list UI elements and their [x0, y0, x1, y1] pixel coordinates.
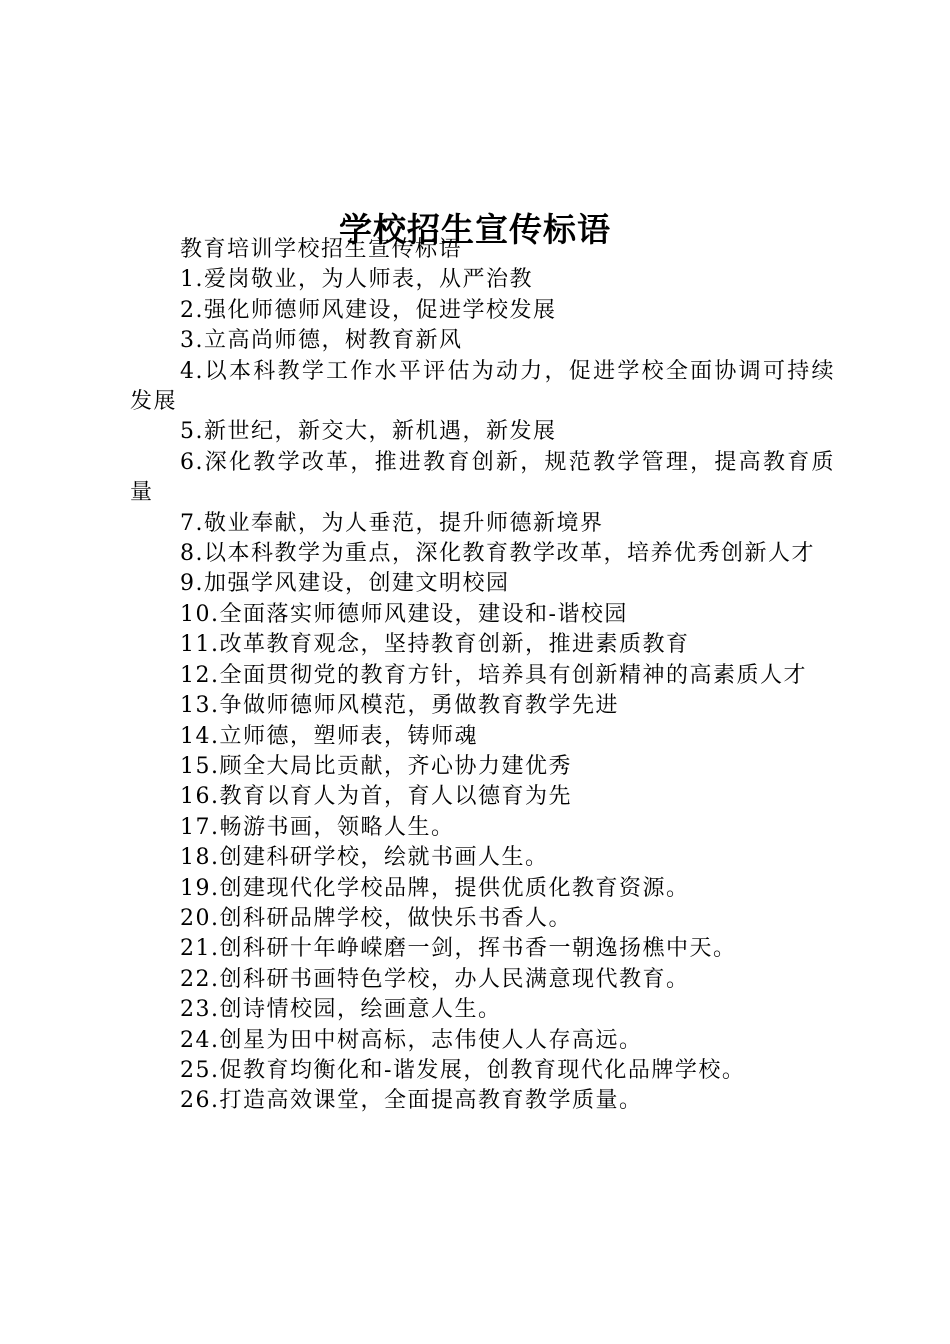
slogan-item-23: 23.创诗情校园，绘画意人生。 [180, 997, 502, 1023]
slogan-item-4: 4.以本科教学工作水平评估为动力，促进学校全面协调可持续发展 [130, 358, 835, 415]
slogan-item-21: 21.创科研十年峥嵘磨一剑，挥书香一朝逸扬樵中天。 [180, 936, 737, 962]
slogan-item-22: 22.创科研书画特色学校，办人民满意现代教育。 [180, 966, 690, 992]
slogan-item-24: 24.创星为田中树高标，志伟使人人存高远。 [180, 1027, 643, 1053]
slogan-item-14: 14.立师德，塑师表，铸师魂 [180, 723, 478, 749]
slogan-item-18: 18.创建科研学校，绘就书画人生。 [180, 845, 549, 871]
document-body [130, 235, 835, 1117]
slogan-item-19: 19.创建现代化学校品牌，提供优质化教育资源。 [180, 875, 690, 901]
slogan-item-15: 15.顾全大局比贡献，齐心协力建优秀 [180, 753, 572, 779]
slogan-item-8: 8.以本科教学为重点，深化教育教学改革，培养优秀创新人才 [180, 541, 815, 567]
slogan-item-5: 5.新世纪，新交大，新机遇，新发展 [180, 419, 557, 445]
slogan-item-25: 25.促教育均衡化和-谐发展，创教育现代化品牌学校。 [180, 1057, 746, 1083]
slogan-item-26: 26.打造高效课堂，全面提高教育教学质量。 [180, 1088, 643, 1114]
slogan-item-16: 16.教育以育人为首，育人以德育为先 [180, 784, 572, 810]
slogan-item-7: 7.敬业奉献，为人垂范，提升师德新境界 [180, 510, 604, 536]
slogan-item-6: 6.深化教学改革，推进教育创新，规范教学管理，提高教育质量 [130, 449, 835, 506]
slogan-item-17: 17.畅游书画，领略人生。 [180, 814, 455, 840]
document-title: 学校招生宣传标语 [339, 210, 611, 250]
slogan-item-9: 9.加强学风建设，创建文明校园 [180, 571, 510, 597]
slogan-item-12: 12.全面贯彻党的教育方针，培养具有创新精神的高素质人才 [180, 662, 807, 688]
slogan-item-10: 10.全面落实师德师风建设，建设和-谐校园 [180, 601, 628, 627]
slogan-item-11: 11.改革教育观念，坚持教育创新，推进素质教育 [180, 632, 690, 658]
slogan-item-20: 20.创科研品牌学校，做快乐书香人。 [180, 905, 572, 931]
slogan-item-13: 13.争做师德师风模范，勇做教育教学先进 [180, 693, 619, 719]
slogan-item-1: 1.爱岗敬业，为人师表，从严治教 [180, 267, 533, 293]
document-subtitle: 教育培训学校招生宣传标语 [180, 237, 463, 262]
slogan-item-2: 2.强化师德师风建设，促进学校发展 [180, 297, 557, 323]
slogan-item-3: 3.立高尚师德，树教育新风 [180, 328, 463, 354]
